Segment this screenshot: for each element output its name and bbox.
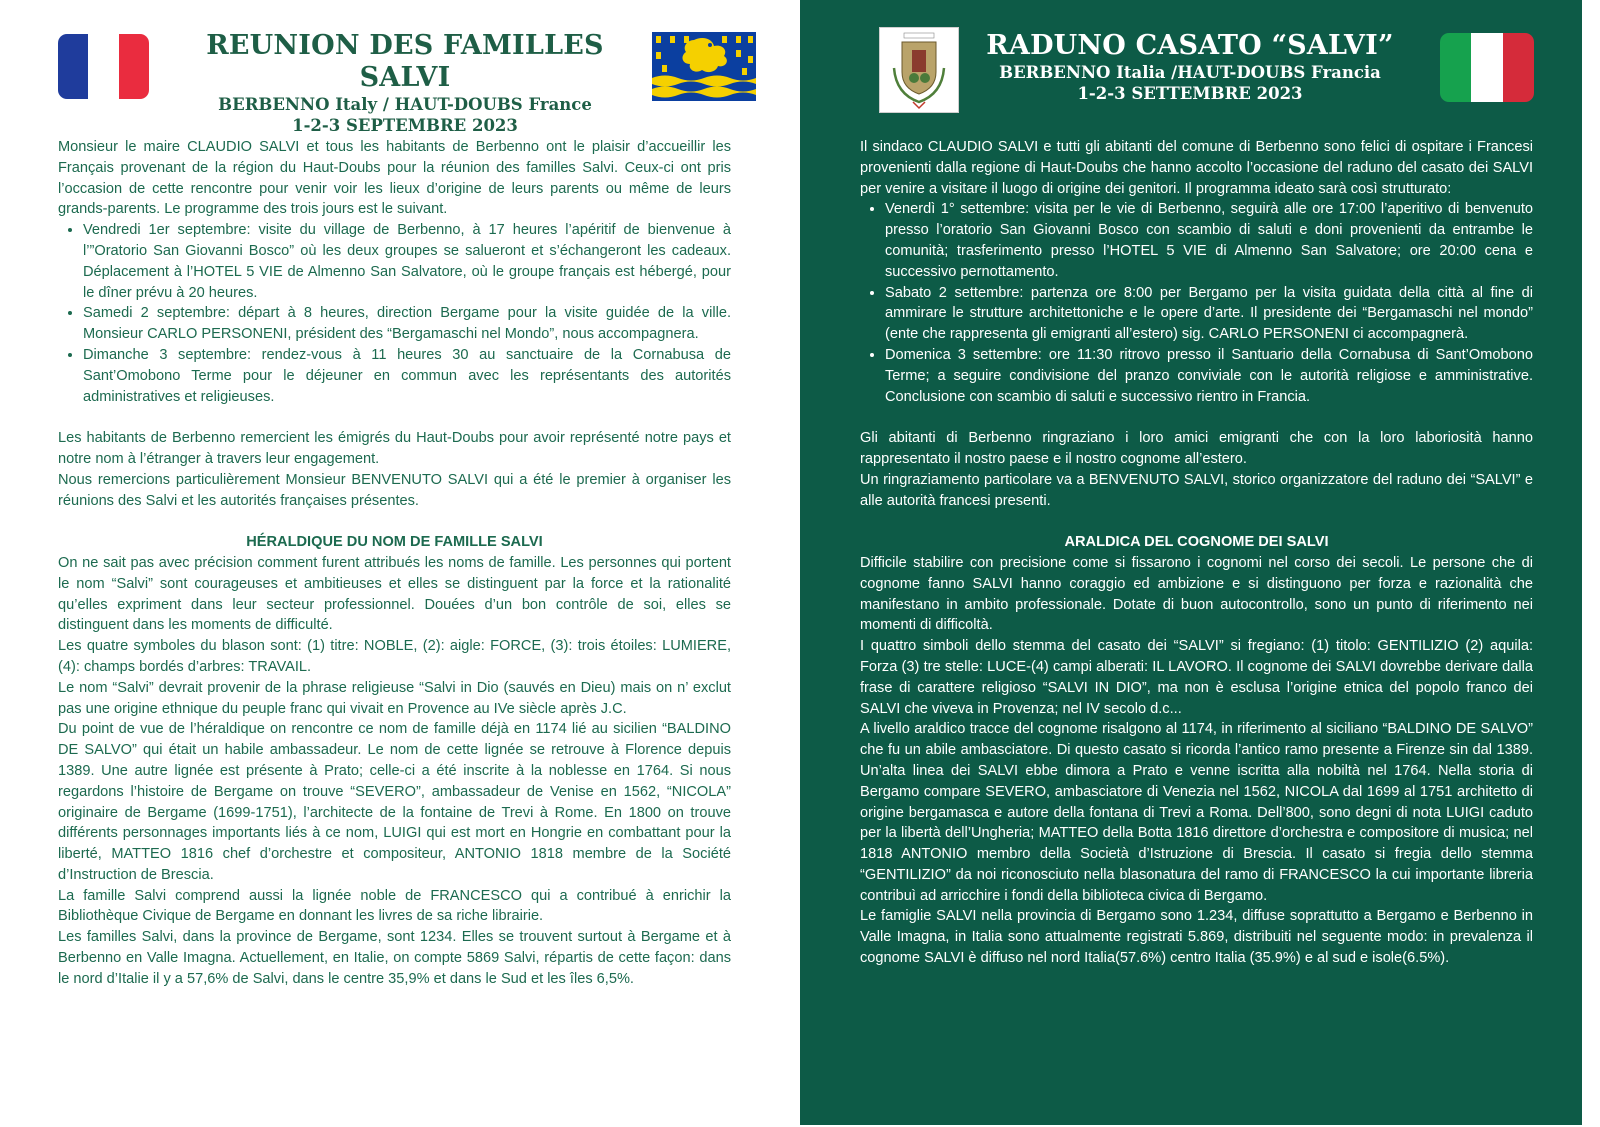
france-flag-icon: [58, 34, 149, 99]
french-heraldry-paragraph: Les quatre symboles du blason sont: (1) titre: NOBLE, (2): aigle: FORCE, (3): trois étoiles: LUMIERE, (4): champs bordés d’arbres: TRAVAIL.: [58, 638, 731, 675]
french-program-list: [58, 220, 731, 407]
italian-program-list: [860, 199, 1533, 407]
french-intro: Monsieur le maire CLAUDIO SALVI et tous les habitants de Berbenno ont le plaisir d’accueillir les Français provenant de la région du Haut-Doubs pour la réunion des familles Salvi. Ceux-ci ont pris l’occasion de cette rencontre pour venir voir les lieux d’origine de leurs parents ou même de leurs grands-parents. Le programme des trois jours est le suivant.: [58, 139, 731, 218]
italian-intro: Il sindaco CLAUDIO SALVI e tutti gli abitanti del comune di Berbenno sono felici di ospitare i Francesi provenienti dalla regione di Haut-Doubs che hanno accolto l’occasione del raduno del casato dei SALVI per venire a visitare il luogo di origine dei genitori. Il programma ideato sarà così strutturato:: [860, 139, 1533, 197]
emblem-svg: [880, 28, 958, 112]
french-date: 1-2-3 SEPTEMBRE 2023: [292, 116, 518, 135]
french-heraldry-paragraph: Du point de vue de l’héraldique on rencontre ce nom de famille déjà en 1174 lié au sicilien “BALDINO DE SALVO” qui était un habile ambassadeur. Le nom de cette lignée se retrouve à Florence depuis 1389. Une autre lignée est présente à Prato; celle-ci a été inscrite à la noblesse en 1764. Si nous regardons l’histoire de Bergame on trouve “SEVERO”, ambassadeur de Venise en 1562, “NICOLA” originaire de Bergame (1699-1751), l’architecte de la fontaine de Trevi à Rome. En 1800 on trouve différents personnages importants liés à ce nom, LUIGI qui est mort en Hongrie en combattant pour la liberté, MATTEO 1816 chef d’orchestre et compositeur, ANTONIO 1818 membre de la Société d’Instruction de Brescia.: [58, 721, 731, 883]
french-program-item: • Dimanche 3 septembre: rendez-vous à 11 heures 30 au sanctuaire de la Cornabusa de Sant’Omobono Terme pour le déjeuner en commun avec les représentants des autorités administratives et religieuses.: [83, 345, 731, 407]
french-header: [160, 30, 650, 136]
crest-svg: [652, 32, 756, 101]
italian-body: [860, 137, 1533, 969]
italian-subtitle: BERBENNO Italia /HAUT-DOUBS Francia: [999, 63, 1381, 82]
italian-heraldry-heading: ARALDICA DEL COGNOME DEI SALVI: [1064, 534, 1329, 551]
italy-flag-icon: [1440, 33, 1534, 102]
italian-date: 1-2-3 SETTEMBRE 2023: [1077, 84, 1303, 103]
french-heraldry-paragraph: On ne sait pas avec précision comment furent attribués les noms de famille. Les personnes qui portent le nom “Salvi” sont courageuses et ambitieuses et elles se distinguent par la force et la rationalité qu’elles expriment dans leur secteur professionnel. Douées d’un bon contrôle de soi, elles se distinguent dans les moments de difficulté.: [58, 554, 731, 634]
french-title: REUNION DES FAMILLES SALVI: [206, 30, 604, 93]
french-heraldry-paragraph: Le nom “Salvi” devrait provenir de la phrase religieuse “Salvi in Dio (sauvés en Dieu) mais on n’ exclut pas une origine ethnique du peuple franc qui vivait en Provence au IVe siècle après J.C.: [58, 679, 731, 717]
french-heraldry-paragraph: La famille Salvi comprend aussi la lignée noble de FRANCESCO qui a contribué à enrichir la Bibliothèque Civique de Bergame en donnant les livres de sa riche librairie.: [58, 887, 731, 925]
italian-header: [955, 30, 1425, 104]
italian-heraldry-paragraph: Le famiglie SALVI nella provincia di Bergamo sono 1.234, diffuse soprattutto a Bergamo e Berbenno in Valle Imagna, in Italia sono attualmente registrati 5.869, distribuiti nel seguente modo: in prevalenza il cognome SALVI è diffuso nel nord Italia(57.6%) centro Italia (35.9%) e al sud e isole(6.5%).: [860, 908, 1533, 967]
french-heraldry-paragraph: Les familles Salvi, dans la province de Bergame, sont 1234. Elles se trouvent surtout à Bergame et à Berbenno en Valle Imagna. Actuellement, en Italie, on compte 5869 Salvi, répartis de cette façon: dans le nord d’Italie il y a 57,6% de Salvi, dans le centre 35,9% et dans le Sud et les îles 6,5%.: [58, 929, 731, 987]
italian-heraldry-paragraph: I quattro simboli dello stemma del casato dei “SALVI” si fregiano: (1) titolo: GENTILIZIO (2) aquila: Forza (3) tre stelle: LUCE-(4) campi alberati: IL LAVORO. Il cognome dei SALVI dovrebbe derivare dalla frase di carattere religioso “SALVI IN DIO”, ma non è esclusa l’origine etnica del popolo franco dei SALVI che viveva in Provenza; nel IV secolo d.c...: [860, 638, 1533, 717]
french-heraldry-heading: HÉRALDIQUE DU NOM DE FAMILLE SALVI: [246, 534, 543, 551]
italian-heraldry-paragraph: Difficile stabilire con precisione come si fissarono i cognomi nel corso dei secoli. Le persone che di cognome fanno SALVI hanno coraggio ed ambizione e si distinguono per forza e razionalità che manifestano in ambito professionale. Dotate di buon autocontrollo, sono un punto di riferimento nei momenti di difficoltà.: [860, 554, 1533, 634]
french-thanks-paragraph: Les habitants de Berbenno remercient les émigrés du Haut-Doubs pour avoir représenté notre pays et notre nom à l’étranger à travers leur engagement.: [58, 430, 731, 467]
italian-thanks-paragraph: Un ringraziamento particolare va a BENVENUTO SALVI, storico organizzatore del raduno dei “SALVI” e alle autorità francesi presenti.: [860, 471, 1533, 509]
italian-heraldry-paragraph: A livello araldico tracce del cognome risalgono al 1174, in riferimento al siciliano “BALDINO DE SALVO” che fu un abile ambasciatore. Di questo casato si ricorda l’antico ramo presente a Firenze sin dal 1389. Un’alta linea dei SALVI ebbe dimora a Prato e venne iscritta alla nobiltà nel 1764. Nella storia di Bergamo compare SEVERO, ambasciatore di Venezia nel 1562, NICOLA dal 1699 al 1751 architetto di origine bergamasca e autore della fontana di Trevi a Roma. Dell’800, sono degni di nota LUIGI caduto per la libertà dell’Ungheria; MATTEO della Botta 1816 direttore d’orchestra e compositore di musica; nel 1818 ANTONIO membro della Società d’Istruzione di Brescia. Il casato si fregia dello stemma “GENTILIZIO” da noi riconosciuto nella blasonatura del ramo di FRANCESCO la cui importante libreria contribuì ad arricchire i fondi della biblioteca civica di Bergamo.: [860, 721, 1533, 904]
french-body: [58, 137, 731, 990]
french-thanks-paragraph: Nous remercions particulièrement Monsieur BENVENUTO SALVI qui a été le premier à organiser les réunions des Salvi et les autorités françaises présentes.: [58, 471, 731, 509]
french-program-item: • Vendredi 1er septembre: visite du village de Berbenno, à 17 heures l’apéritif de bienvenue à l’”Oratorio San Giovanni Bosco” où les deux groupes se salueront et s’échangeront les cadeaux. Déplacement à l’HOTEL 5 VIE de Almenno San Salvatore, où le groupe français est hébergé, pour le dîner prévu à 20 heures.: [83, 220, 731, 303]
french-subtitle: BERBENNO Italy / HAUT-DOUBS France: [218, 95, 592, 114]
franche-comte-crest-icon: [652, 32, 756, 101]
french-program-item: • Samedi 2 septembre: départ à 8 heures, direction Bergame pour la visite guidée de la ville. Monsieur CARLO PERSONENI, président des “Bergamaschi nel Mondo”, nous accompagnera.: [83, 303, 731, 345]
italian-program-item: • Venerdì 1° settembre: visita per le vie di Berbenno, seguirà alle ore 17:00 l’aperitivo di benvenuto presso l’oratorio San Giovanni Bosco con scambio di saluti e doni provenienti da entrambe le comunità; trasferimento presso l’HOTEL 5 VIE di Almenno San Salvatore; ore 20:00 cena e successivo pernottamento.: [885, 199, 1533, 282]
italian-program-item: • Domenica 3 settembre: ore 11:30 ritrovo presso il Santuario della Cornabusa di Sant’Omobono Terme; a seguire condivisione del pranzo conviviale con le autorità religiose e amministrative. Conclusione con scambio di saluti e successivo rientro in Francia.: [885, 345, 1533, 407]
italian-panel: [800, 0, 1582, 1125]
italian-title: RADUNO CASATO “SALVI”: [986, 30, 1394, 61]
italian-program-item: • Sabato 2 settembre: partenza ore 8:00 per Bergamo per la visita guidata della città al fine di ammirare le strutture architettoniche e le opere d’arte. Il presidente dei “Bergamaschi nel mondo” (ente che rappresenta gli emigranti all’estero) sig. CARLO PERSONENI ci accompagnerà.: [885, 283, 1533, 345]
berbenno-coat-of-arms-icon: [879, 27, 959, 113]
italian-thanks-paragraph: Gli abitanti di Berbenno ringraziano i loro amici emigranti che con la loro laboriosità hanno rappresentato il nostro paese e il nostro cognome all’estero.: [860, 430, 1533, 467]
